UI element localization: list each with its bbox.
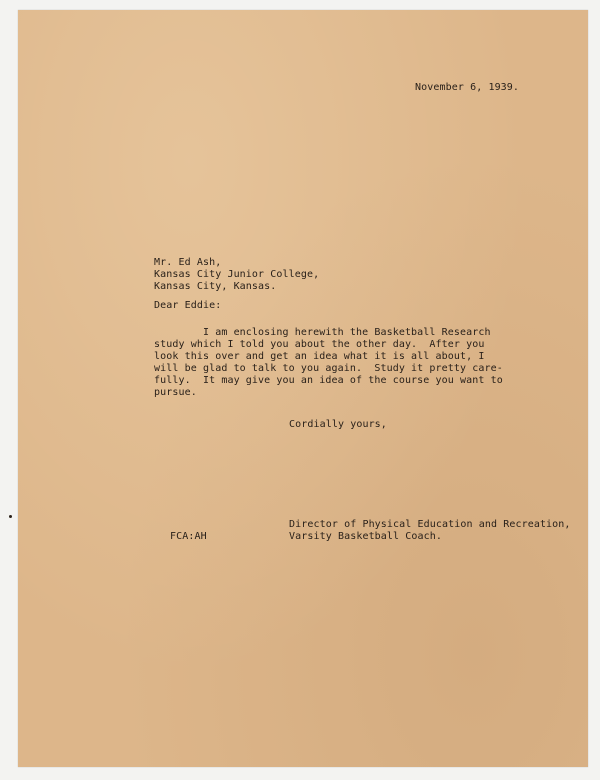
signature-block: [289, 519, 571, 543]
body-line: will be glad to talk to you again. Study it pretty care-: [154, 363, 503, 374]
body-line: I am enclosing herewith the Basketball Research: [154, 327, 491, 338]
address-line: Mr. Ed Ash,: [154, 257, 222, 268]
body-line: fully. It may give you an idea of the course you want to: [154, 375, 503, 386]
closing: Cordially yours,: [289, 419, 387, 430]
address-line: Kansas City Junior College,: [154, 269, 320, 280]
letter-body: [154, 327, 503, 399]
reference-initials: FCA:AH: [170, 531, 207, 542]
letter-page: [18, 10, 588, 767]
signature-line: Varsity Basketball Coach.: [289, 531, 443, 542]
body-line: look this over and get an idea what it is all about, I: [154, 351, 485, 362]
letter-date: November 6, 1939.: [415, 82, 520, 93]
body-line: pursue.: [154, 387, 197, 398]
recipient-address: [154, 257, 319, 293]
address-line: Kansas City, Kansas.: [154, 281, 277, 292]
body-line: study which I told you about the other day. After you: [154, 339, 485, 350]
salutation: Dear Eddie:: [154, 300, 222, 311]
stray-mark: [9, 515, 12, 518]
signature-line: Director of Physical Education and Recreation,: [289, 519, 571, 530]
